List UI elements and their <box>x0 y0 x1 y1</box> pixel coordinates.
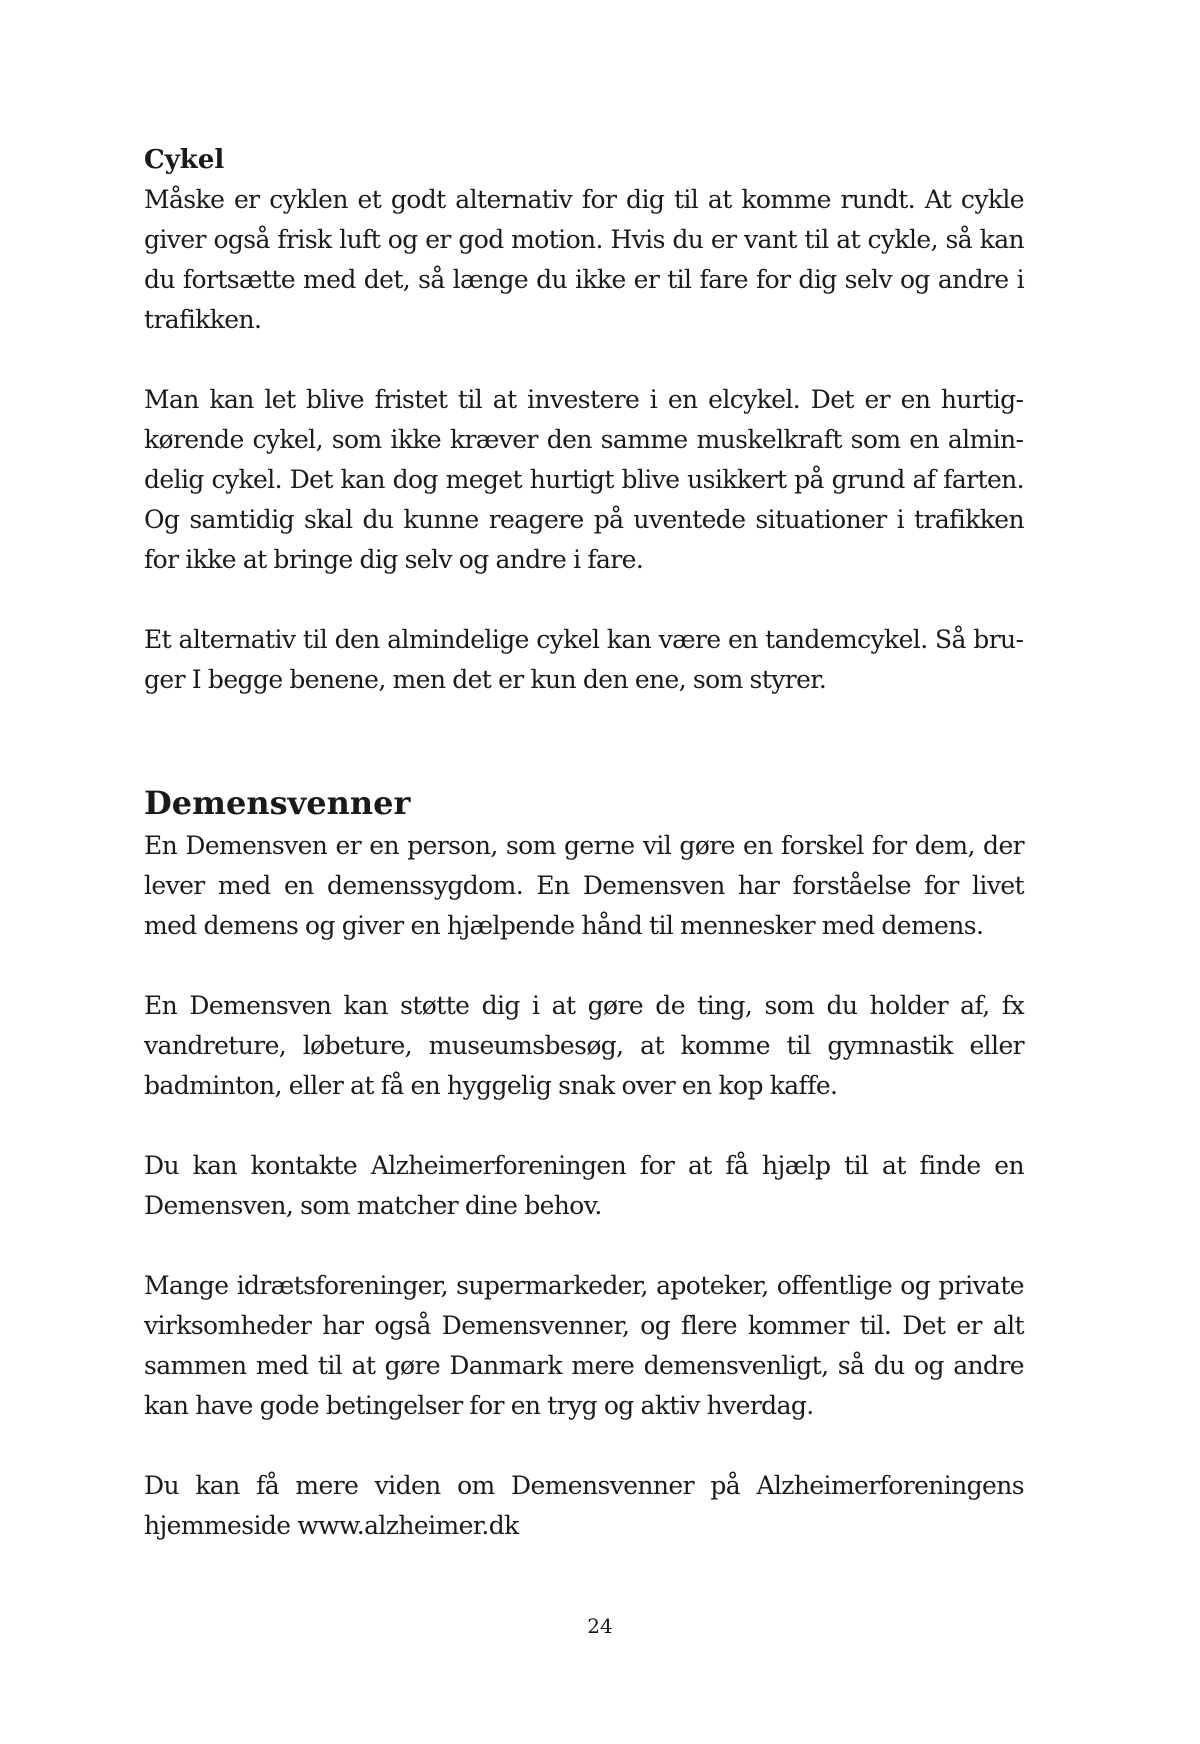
section-heading-demensvenner: Demensvenner <box>144 784 411 822</box>
page-content <box>144 140 1024 1586</box>
paragraph-cykel-3: Et alternativ til den almindelige cykel kan være en tandemcykel. Så bruger I begge benene, men det er kun den ene, som styrer. <box>144 625 1024 694</box>
section-heading-cykel: Cykel <box>144 145 225 175</box>
paragraph-demensvenner-1: En Demensven er en person, som gerne vil gøre en forskel for dem, der lever med en demenssygdom. En Demensven har forståelse for livet med demens og giver en hjælpende hånd til mennesker med demens. <box>144 831 1024 940</box>
page-number: 24 <box>587 1614 613 1638</box>
paragraph-demensvenner-2: En Demensven kan støtte dig i at gøre de ting, som du holder af, fx vandreture, løbeture, museumsbesøg, at komme til gymnastik eller badminton, eller at få en hyggelig snak over en kop kaffe. <box>144 991 1024 1100</box>
paragraph-cykel-1: Måske er cyklen et godt alternativ for dig til at komme rundt. At cykle giver også frisk luft og er god motion. Hvis du er vant til at cykle, så kan du fortsætte med det, så længe du ikke er til fare for dig selv og andre i trafikken. <box>144 185 1024 334</box>
paragraph-demensvenner-3: Du kan kontakte Alzheimerforeningen for at få hjælp til at finde en Demensven, som matcher dine behov. <box>144 1151 1024 1220</box>
paragraph-demensvenner-4: Mange idrætsforeninger, supermarkeder, apoteker, offentlige og private virksomheder har også Demensvenner, og flere kommer til. Det er alt sammen med til at gøre Danmark mere demensvenligt, så du og andre kan have gode betingelser for en tryg og aktiv hverdag. <box>144 1271 1024 1420</box>
paragraph-demensvenner-5: Du kan få mere viden om Demensvenner på Alzheimerforeningens hjemmeside www.alzheimer.dk <box>144 1471 1024 1540</box>
section-spacer <box>144 740 1024 780</box>
paragraph-cykel-2: Man kan let blive fristet til at investere i en elcykel. Det er en hurtigkørende cykel, som ikke kræver den samme muskelkraft som en almindelig cykel. Det kan dog meget hurtigt blive usikkert på grund af farten. Og samtidig skal du kunne reagere på uventede situationer i trafikken for ikke at bringe dig selv og andre i fare. <box>144 385 1024 574</box>
